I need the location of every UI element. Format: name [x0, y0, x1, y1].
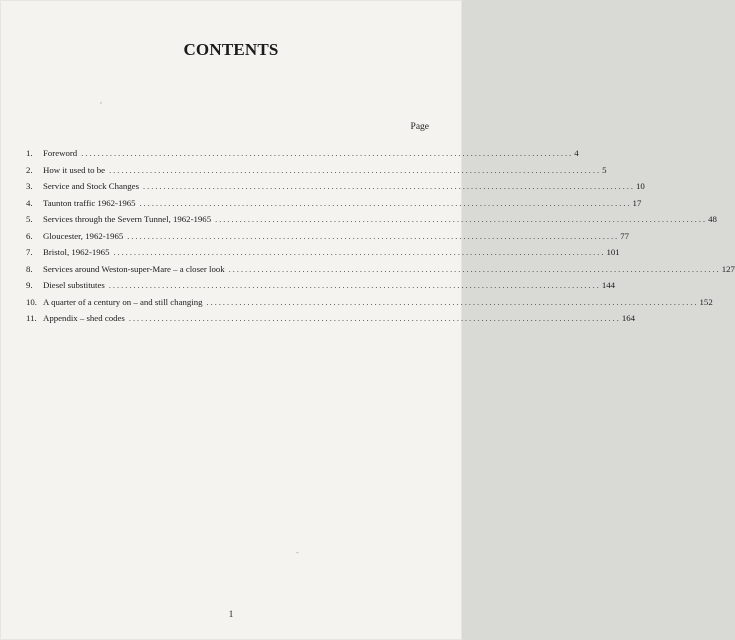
toc-entry-title: Bristol, 1962-1965	[43, 247, 110, 257]
toc-entry	[26, 230, 630, 248]
toc-entry-number: 11.	[26, 313, 37, 323]
toc-entry-number: 6.	[26, 230, 33, 241]
page-title: CONTENTS	[183, 40, 279, 59]
toc-entry-number: 8.	[26, 263, 33, 274]
toc-entry	[26, 214, 717, 231]
toc-entry-title: How it used to be	[43, 164, 106, 175]
toc-entry	[26, 313, 636, 330]
paper-speck: ,	[100, 96, 102, 105]
dot-leader: ........................................................................................................................	[109, 165, 602, 175]
toc-entry-title: Foreword	[43, 148, 78, 158]
toc-entry-page: 4	[574, 148, 579, 158]
page-column-heading: Page	[410, 122, 429, 132]
toc-entry-number: 4.	[26, 197, 33, 208]
toc-entry-title: Service and Stock Changes	[43, 181, 140, 191]
toc-entry	[26, 197, 642, 215]
toc-entry-page: 152	[699, 296, 713, 307]
dot-leader: ........................................................................................................................	[139, 198, 632, 208]
dot-leader: ........................................................................................................................	[128, 314, 621, 323]
toc-entry-number: 3.	[26, 181, 33, 191]
toc-entry-page: 127	[721, 263, 735, 274]
toc-entry-title: Services around Weston-super-Mare – a closer look	[43, 263, 225, 274]
table-of-contents	[26, 148, 735, 330]
dot-leader: ........................................................................................................................	[206, 297, 699, 307]
dot-leader: ........................................................................................................................	[215, 215, 708, 224]
toc-entry-page: 10	[636, 181, 645, 191]
toc-entry	[26, 247, 620, 264]
toc-entry-page: 5	[602, 164, 607, 175]
toc-entry-title: Services through the Severn Tunnel, 1962-1965	[43, 214, 212, 224]
toc-entry	[26, 181, 645, 198]
toc-entry-number: 5.	[26, 214, 33, 224]
dot-leader: ........................................................................................................................	[143, 182, 636, 191]
toc-entry-title: Diesel substitutes	[43, 280, 105, 290]
toc-entry-page: 144	[601, 280, 616, 290]
dot-leader: ........................................................................................................................	[108, 281, 601, 290]
toc-entry-number: 9.	[26, 280, 33, 290]
toc-entry-number: 1.	[26, 148, 33, 158]
dot-leader: ........................................................................................................................	[228, 264, 721, 274]
toc-entry	[26, 280, 616, 297]
page-number: 1	[228, 609, 234, 619]
toc-entry	[26, 296, 713, 314]
dot-leader: ........................................................................................................................	[113, 248, 606, 257]
paper-speck: -	[296, 548, 299, 557]
toc-entry-title: A quarter of a century on – and still changing	[43, 296, 203, 307]
toc-entry-title: Taunton traffic 1962-1965	[43, 197, 136, 208]
toc-entry-title: Gloucester, 1962-1965	[43, 230, 124, 241]
toc-entry-page: 17	[632, 197, 642, 208]
toc-entry-page: 164	[621, 313, 636, 323]
toc-entry-title: Appendix – shed codes	[43, 313, 125, 323]
dot-leader: ........................................................................................................................	[81, 149, 574, 158]
toc-entry	[26, 164, 607, 182]
toc-entry-number: 10.	[26, 296, 37, 307]
toc-entry	[26, 263, 735, 281]
toc-entry	[26, 148, 579, 165]
toc-entry-page: 101	[606, 247, 620, 257]
toc-entry-page: 77	[620, 230, 630, 241]
toc-entry-page: 48	[708, 214, 717, 224]
dot-leader: ........................................................................................................................	[127, 231, 620, 241]
toc-entry-number: 7.	[26, 247, 33, 257]
toc-entry-number: 2.	[26, 164, 33, 175]
